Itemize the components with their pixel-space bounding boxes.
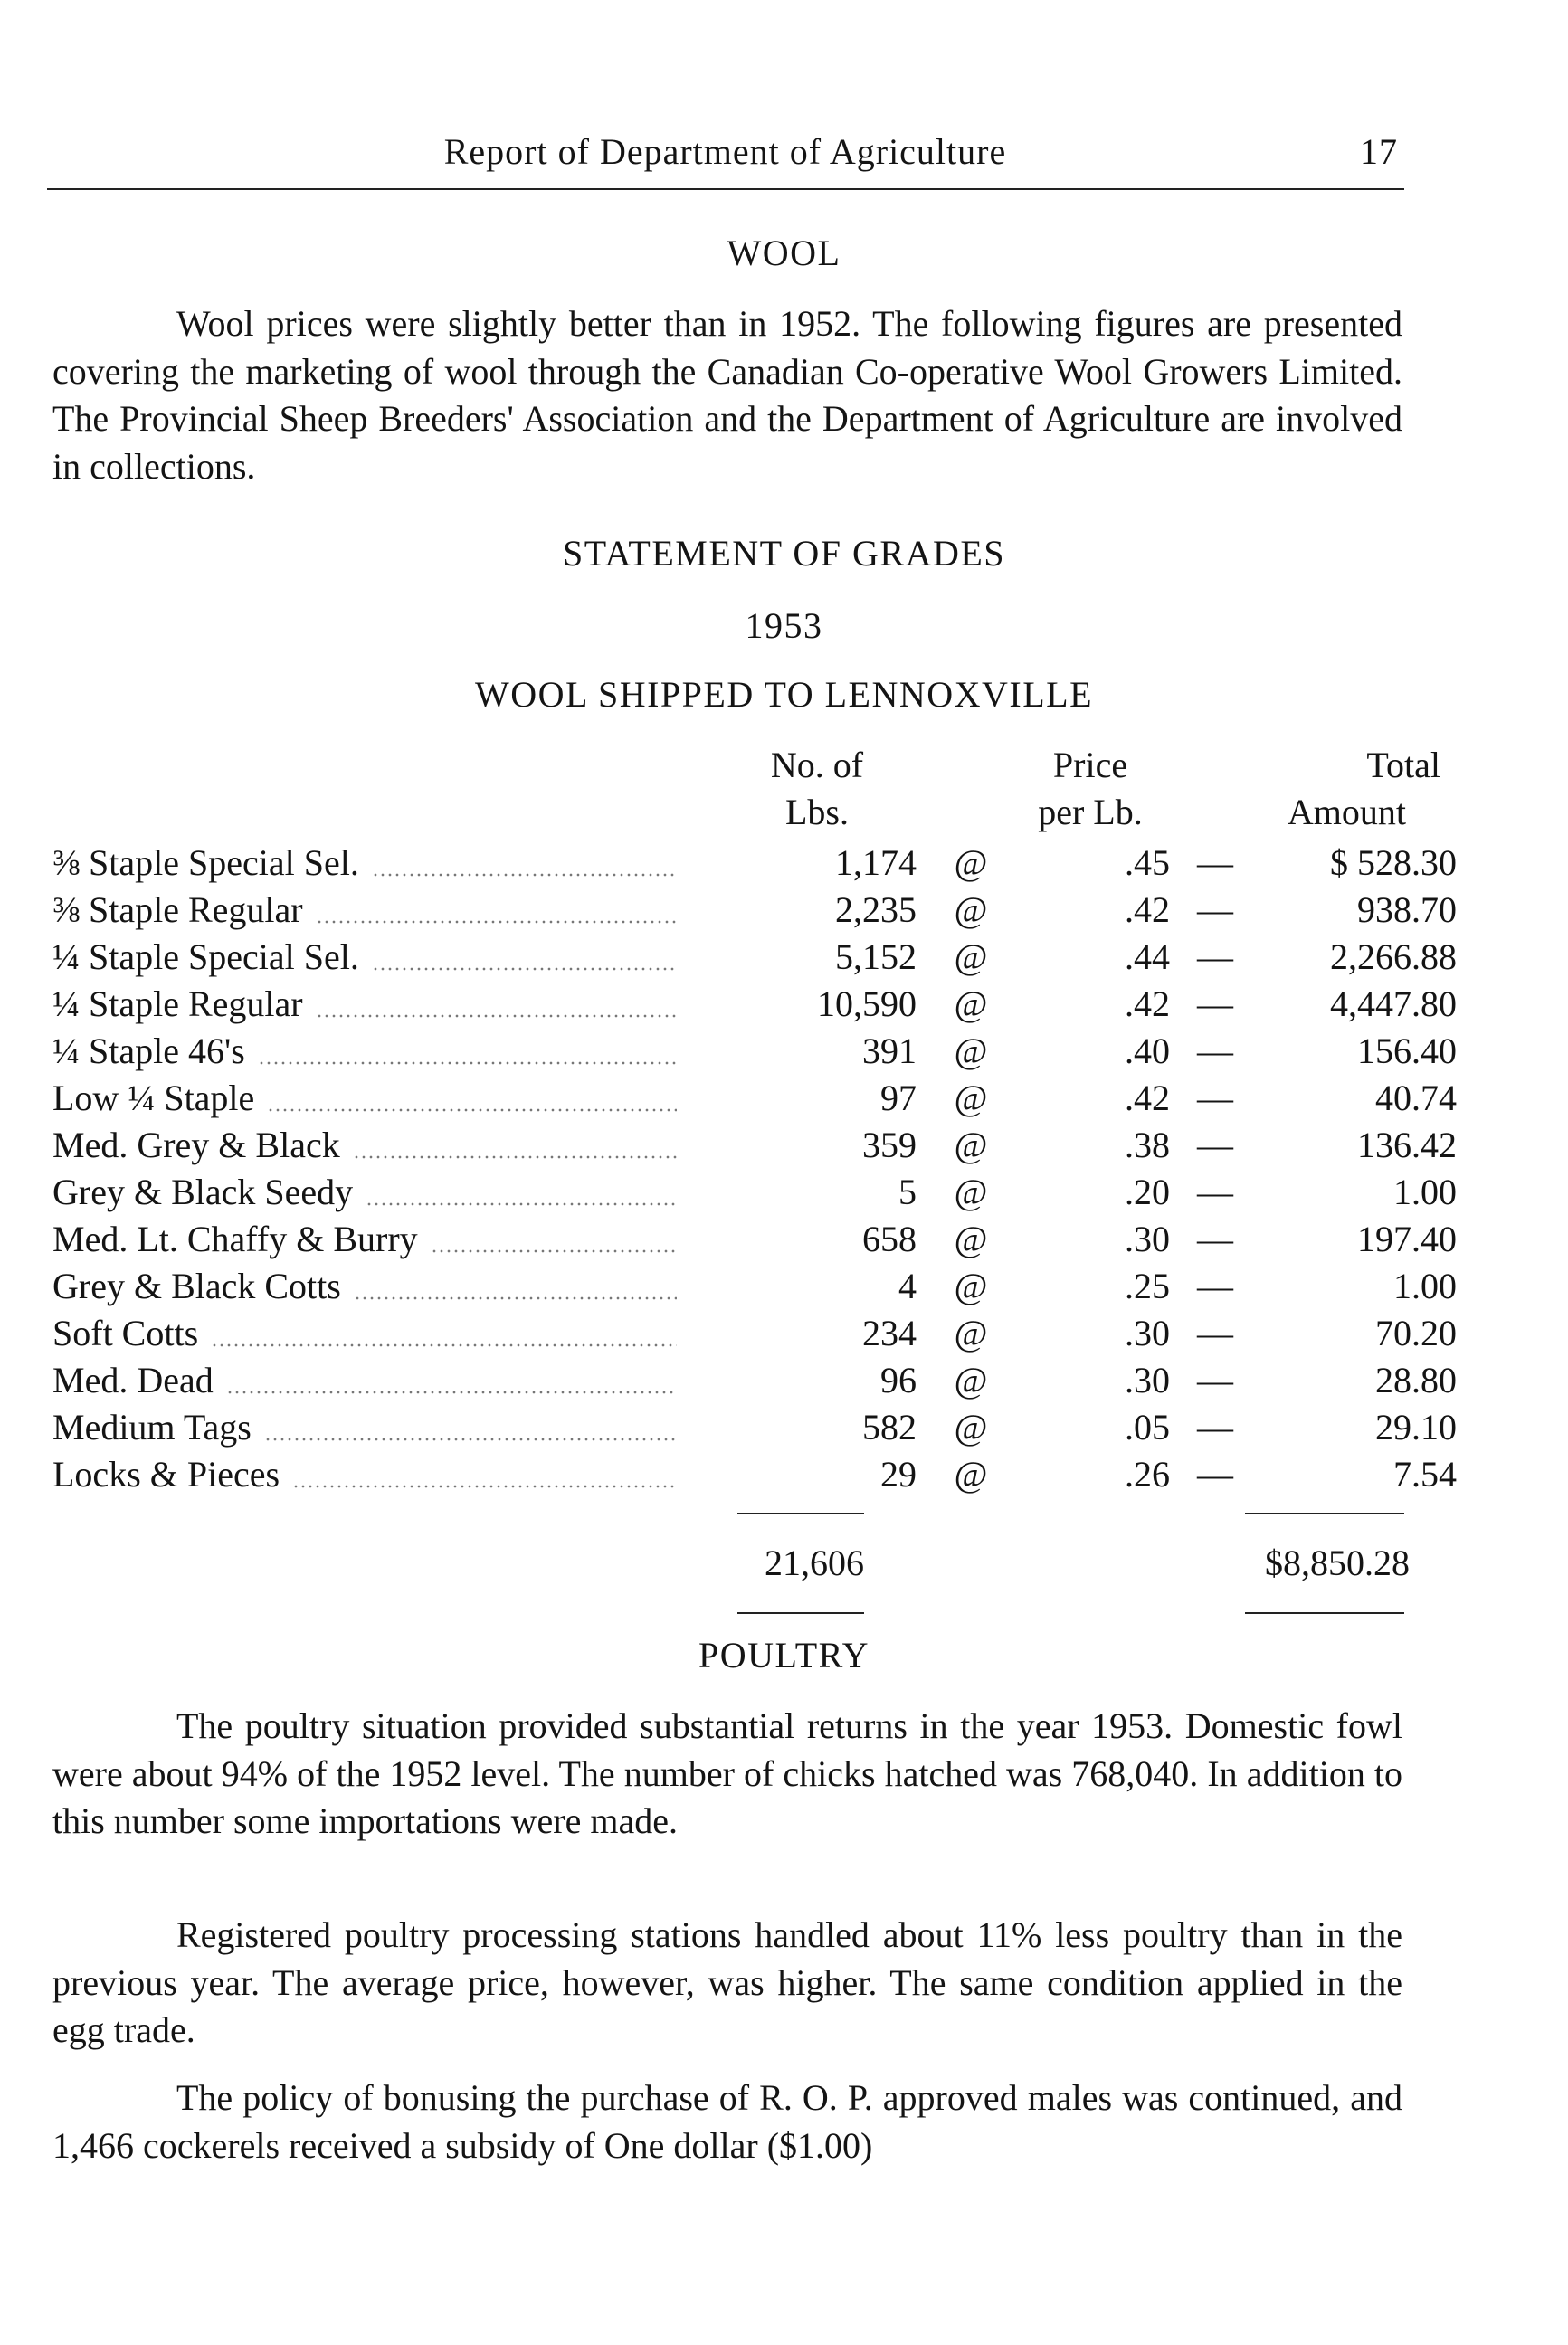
lbs-value: 97 xyxy=(880,1078,917,1118)
lbs-sum-rule xyxy=(737,1513,864,1514)
price-value: .26 xyxy=(1125,1454,1170,1495)
dash-separator: — xyxy=(1197,1219,1233,1259)
lbs-value: 658 xyxy=(862,1219,917,1259)
dot-leader xyxy=(316,981,677,1028)
at-sign: @ xyxy=(954,1454,988,1495)
lbs-value: 582 xyxy=(862,1407,917,1448)
lbs-value: 1,174 xyxy=(835,842,917,883)
dot-leader xyxy=(353,1122,677,1169)
table-row xyxy=(52,981,1457,1028)
total-lbs: 21,606 xyxy=(765,1543,864,1583)
table-row xyxy=(52,1169,1457,1216)
running-head xyxy=(52,127,1398,181)
grade-label: Soft Cotts xyxy=(52,1313,199,1353)
dash-separator: — xyxy=(1197,1266,1233,1306)
dash-separator: — xyxy=(1197,1360,1233,1400)
col-price-header-1: Price xyxy=(1052,745,1128,785)
lbs-value: 359 xyxy=(862,1125,917,1165)
at-sign: @ xyxy=(954,1407,988,1448)
grade-label: ⅜ Staple Regular xyxy=(52,889,303,930)
dash-separator: — xyxy=(1197,936,1233,977)
dash-separator: — xyxy=(1197,842,1233,883)
amount-value: 28.80 xyxy=(1375,1360,1457,1400)
amount-value: 4,447.80 xyxy=(1330,983,1457,1024)
total-amount: $8,850.28 xyxy=(1265,1543,1410,1583)
dot-leader xyxy=(316,887,677,934)
price-value: .25 xyxy=(1125,1266,1170,1306)
dot-leader xyxy=(258,1028,677,1075)
grade-label: Locks & Pieces xyxy=(52,1454,280,1495)
table-row xyxy=(52,1263,1457,1310)
grade-label: ¼ Staple 46's xyxy=(52,1030,245,1071)
col-price-header-2: per Lb. xyxy=(1038,792,1143,832)
lbs-value: 5 xyxy=(898,1172,917,1212)
price-value: .42 xyxy=(1125,983,1170,1024)
dash-separator: — xyxy=(1197,1078,1233,1118)
at-sign: @ xyxy=(954,1078,988,1118)
amount-value: 1.00 xyxy=(1393,1172,1457,1212)
at-sign: @ xyxy=(954,1030,988,1071)
dash-separator: — xyxy=(1197,889,1233,930)
amount-value: 40.74 xyxy=(1375,1078,1457,1118)
grade-label: Medium Tags xyxy=(52,1407,252,1448)
dash-separator: — xyxy=(1197,1030,1233,1071)
dot-leader xyxy=(431,1216,677,1263)
price-value: .42 xyxy=(1125,889,1170,930)
dot-leader xyxy=(372,934,677,981)
dash-separator: — xyxy=(1197,1313,1233,1353)
lbs-value: 2,235 xyxy=(835,889,917,930)
price-value: .45 xyxy=(1125,842,1170,883)
amount-value: 1.00 xyxy=(1393,1266,1457,1306)
dash-separator: — xyxy=(1197,1172,1233,1212)
grade-label: ¼ Staple Special Sel. xyxy=(52,936,359,977)
at-sign: @ xyxy=(954,842,988,883)
table-row xyxy=(52,1404,1457,1451)
amount-value: 156.40 xyxy=(1357,1030,1457,1071)
dot-leader xyxy=(226,1357,677,1404)
dash-separator: — xyxy=(1197,1454,1233,1495)
poultry-paragraph-1: The poultry situation provided substantial returns in the year 1953. Domestic fowl were about 94% of the 1952 level. The number of chicks hatched was 768,040. In addition to this number some importations were made. xyxy=(52,1705,1402,1841)
report-title: Report of Department of Agriculture xyxy=(443,131,1007,172)
poultry-heading: POULTRY xyxy=(698,1635,870,1676)
lbs-value: 5,152 xyxy=(835,936,917,977)
poultry-paragraph-3: The policy of bonusing the purchase of R. O. P. approved males was continued, and 1,466 cockerels received a subsidy of One dollar ($1.00) xyxy=(52,2077,1402,2166)
page-number: 17 xyxy=(1360,131,1398,172)
lbs-value: 391 xyxy=(862,1030,917,1071)
wool-heading: WOOL xyxy=(727,233,841,273)
table-row xyxy=(52,1310,1457,1357)
at-sign: @ xyxy=(954,936,988,977)
grade-label: ⅜ Staple Special Sel. xyxy=(52,842,359,883)
price-value: .05 xyxy=(1125,1407,1170,1448)
poultry-paragraph-2: Registered poultry processing stations handled about 11% less poultry than in the previous year. The average price, however, was higher. The same condition applied in the egg trade. xyxy=(52,1914,1402,2050)
lbs-value: 234 xyxy=(862,1313,917,1353)
at-sign: @ xyxy=(954,983,988,1024)
dot-leader xyxy=(211,1310,677,1357)
amount-value: 70.20 xyxy=(1375,1313,1457,1353)
at-sign: @ xyxy=(954,1125,988,1165)
price-value: .44 xyxy=(1125,936,1170,977)
table-row xyxy=(52,1216,1457,1263)
lbs-value: 29 xyxy=(880,1454,917,1495)
at-sign: @ xyxy=(954,1219,988,1259)
table-row xyxy=(52,1451,1457,1498)
amount-value: 938.70 xyxy=(1357,889,1457,930)
header-rule xyxy=(47,188,1404,190)
grade-label: Med. Dead xyxy=(52,1360,214,1400)
amount-value: 2,266.88 xyxy=(1330,936,1457,977)
dot-leader xyxy=(267,1075,677,1122)
grade-label: Grey & Black Seedy xyxy=(52,1172,354,1212)
grade-label: Grey & Black Cotts xyxy=(52,1266,341,1306)
lbs-value: 10,590 xyxy=(817,983,917,1024)
lbs-value: 96 xyxy=(880,1360,917,1400)
lbs-total-underline xyxy=(737,1612,864,1614)
grade-label: Low ¼ Staple xyxy=(52,1078,255,1118)
amount-sum-rule xyxy=(1245,1513,1404,1514)
at-sign: @ xyxy=(954,1266,988,1306)
dot-leader xyxy=(366,1169,677,1216)
price-value: .42 xyxy=(1125,1078,1170,1118)
col-lbs-header-1: No. of xyxy=(770,745,864,785)
lbs-value: 4 xyxy=(898,1266,917,1306)
table-row xyxy=(52,887,1457,934)
grade-label: ¼ Staple Regular xyxy=(52,983,303,1024)
col-lbs-header-2: Lbs. xyxy=(785,792,849,832)
wool-paragraph: Wool prices were slightly better than in 1952. The following figures are presented covering the marketing of wool through the Canadian Co-operative Wool Growers Limited. The Provincial Sheep Breeders' Association and the Department of Agriculture are involved in collections. xyxy=(52,303,1402,487)
price-value: .30 xyxy=(1125,1313,1170,1353)
dot-leader xyxy=(264,1404,677,1451)
at-sign: @ xyxy=(954,1313,988,1353)
table-row xyxy=(52,840,1457,887)
price-value: .30 xyxy=(1125,1219,1170,1259)
table-row xyxy=(52,1122,1457,1169)
amount-value: 197.40 xyxy=(1357,1219,1457,1259)
at-sign: @ xyxy=(954,1172,988,1212)
col-amount-header-2: Amount xyxy=(1287,792,1406,832)
dot-leader xyxy=(292,1451,677,1498)
price-value: .38 xyxy=(1125,1125,1170,1165)
dot-leader xyxy=(372,840,677,887)
grade-label: Med. Grey & Black xyxy=(52,1125,340,1165)
table-row xyxy=(52,934,1457,981)
amount-value: 136.42 xyxy=(1357,1125,1457,1165)
at-sign: @ xyxy=(954,889,988,930)
amount-value: 29.10 xyxy=(1375,1407,1457,1448)
statement-subheading: WOOL SHIPPED TO LENNOXVILLE xyxy=(474,674,1094,715)
amount-value: $ 528.30 xyxy=(1330,842,1457,883)
dash-separator: — xyxy=(1197,1407,1233,1448)
amount-value: 7.54 xyxy=(1393,1454,1457,1495)
price-value: .30 xyxy=(1125,1360,1170,1400)
price-value: .20 xyxy=(1125,1172,1170,1212)
table-row xyxy=(52,1357,1457,1404)
dash-separator: — xyxy=(1197,983,1233,1024)
statement-year: 1953 xyxy=(745,605,823,646)
dot-leader xyxy=(354,1263,677,1310)
table-row xyxy=(52,1028,1457,1075)
at-sign: @ xyxy=(954,1360,988,1400)
dash-separator: — xyxy=(1197,1125,1233,1165)
col-amount-header-1: Total xyxy=(1366,745,1440,785)
table-row xyxy=(52,1075,1457,1122)
statement-heading: STATEMENT OF GRADES xyxy=(562,533,1006,574)
grade-label: Med. Lt. Chaffy & Burry xyxy=(52,1219,418,1259)
price-value: .40 xyxy=(1125,1030,1170,1071)
amount-total-underline xyxy=(1245,1612,1404,1614)
